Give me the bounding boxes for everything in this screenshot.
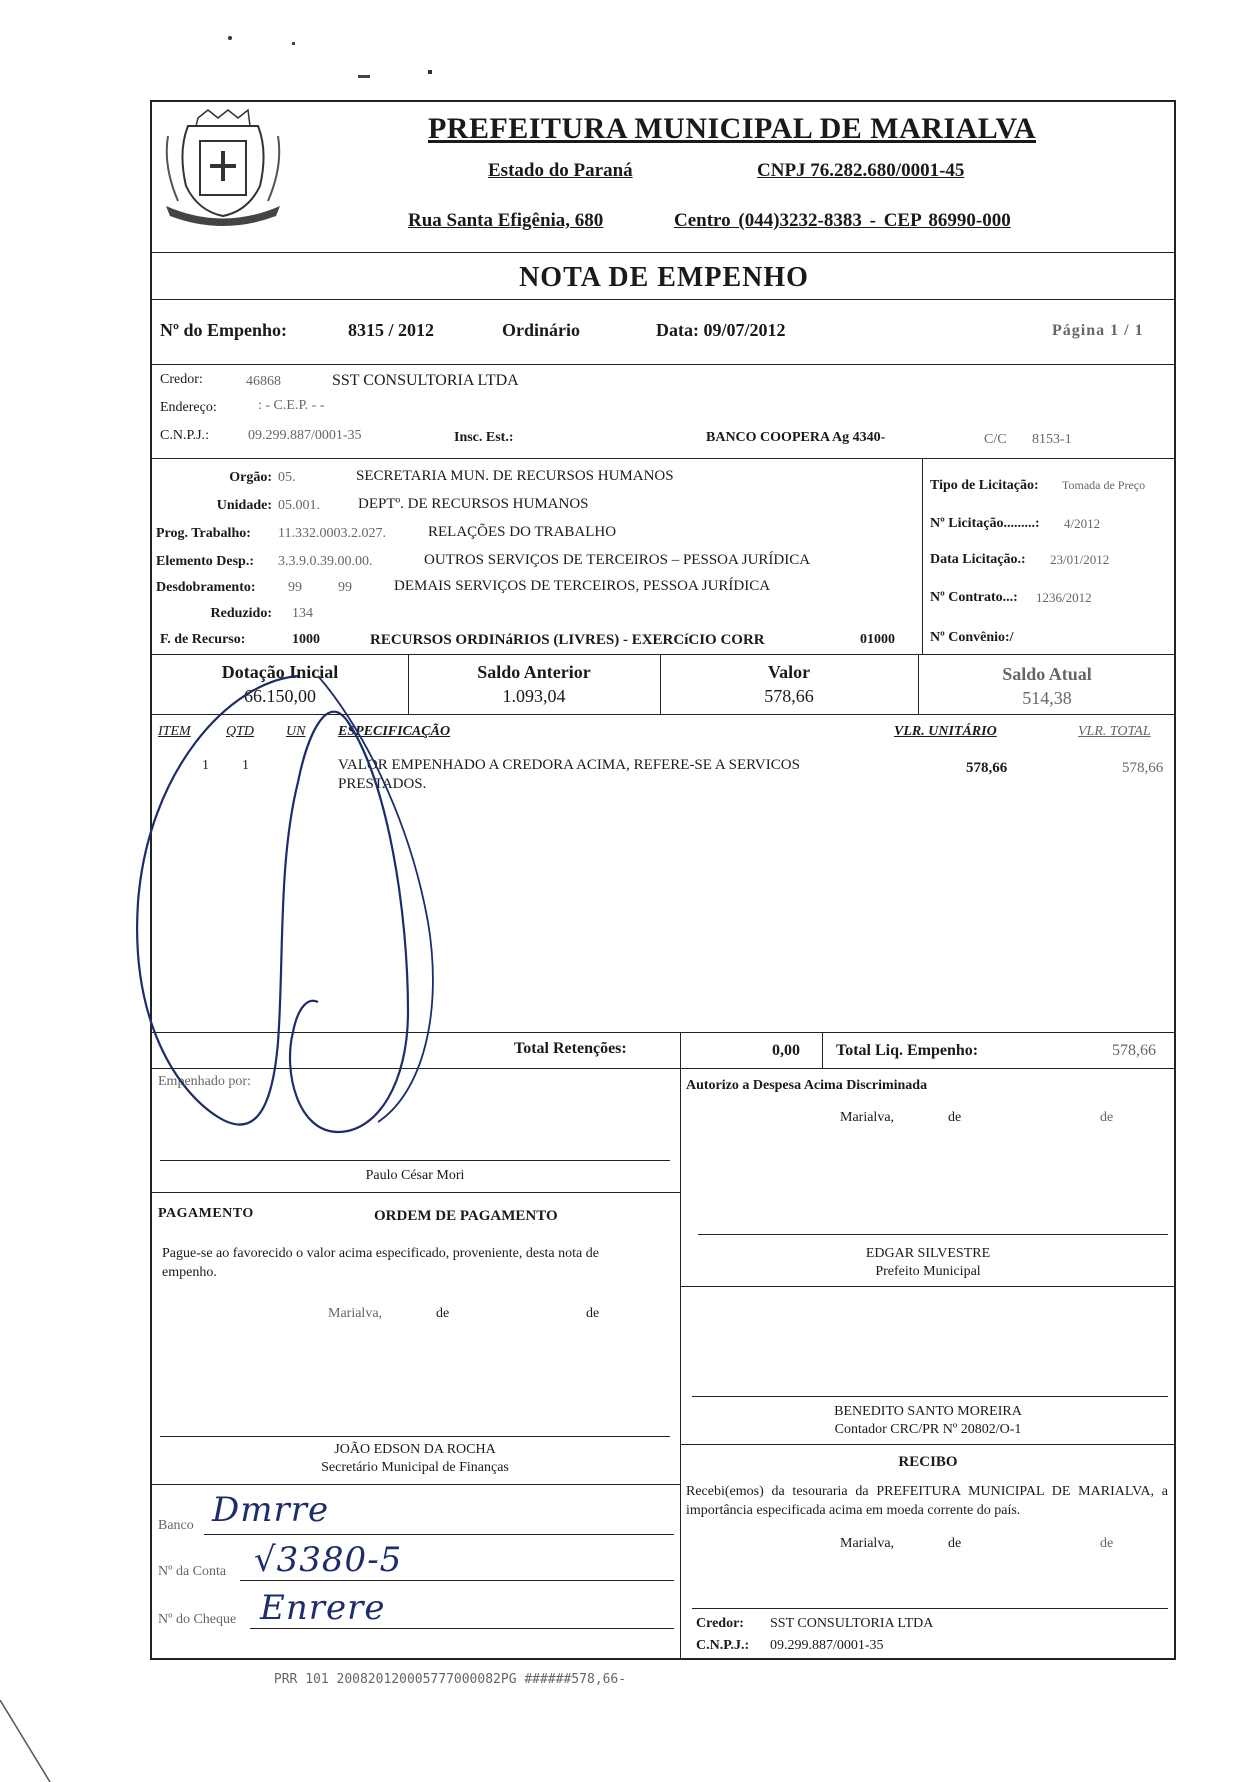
desdobramento-code2: 99 bbox=[338, 580, 352, 595]
fonte-code: 1000 bbox=[292, 632, 320, 647]
valor-value: 578,66 bbox=[764, 686, 814, 706]
orgao-label: Orgão: bbox=[229, 470, 272, 485]
banco-handwriting: Dmrre bbox=[212, 1490, 330, 1530]
saldo-anterior-value: 1.093,04 bbox=[502, 686, 566, 706]
autorizo-de2: de bbox=[1100, 1110, 1114, 1125]
state-name: Estado do Paraná bbox=[488, 160, 633, 181]
total-retencoes-value: 0,00 bbox=[772, 1042, 800, 1059]
dotacao-inicial-label: Dotação Inicial bbox=[221, 662, 339, 682]
row-description: VALOR EMPENHADO A CREDORA ACIMA, REFERE-SE A SERVICOS PRESTADOS. bbox=[338, 757, 800, 792]
orgao-name: SECRETARIA MUN. DE RECURSOS HUMANOS bbox=[356, 468, 674, 484]
empenho-date: Data: 09/07/2012 bbox=[656, 320, 786, 340]
page-title: PREFEITURA MUNICIPAL DE MARIALVA bbox=[427, 112, 1037, 145]
pagamento-city: Marialva, bbox=[328, 1306, 383, 1321]
pagamento-de2: de bbox=[586, 1306, 600, 1321]
col-qtd: QTD bbox=[226, 724, 255, 739]
convenio-label: Nº Convênio:/ bbox=[930, 630, 1014, 645]
recibo-city: Marialva, bbox=[840, 1536, 895, 1551]
endereco-value: : - C.E.P. - - bbox=[258, 398, 325, 413]
tipo-licitacao-label: Tipo de Licitação: bbox=[930, 478, 1039, 493]
autorizo-city: Marialva, bbox=[840, 1110, 895, 1125]
signature-scribble bbox=[108, 662, 488, 1182]
row-item: 1 bbox=[202, 758, 209, 773]
ordem-pagamento-title: ORDEM DE PAGAMENTO bbox=[374, 1208, 558, 1224]
col-vlr-unitario: VLR. UNITÁRIO bbox=[894, 724, 997, 739]
stray-mark bbox=[428, 70, 432, 74]
prog-code: 11.332.0003.2.027. bbox=[278, 526, 386, 541]
num-licitacao-value: 4/2012 bbox=[1064, 516, 1101, 531]
elemento-code: 3.3.9.0.39.00.00. bbox=[278, 554, 373, 569]
elemento-name: OUTROS SERVIÇOS DE TERCEIROS – PESSOA JURÍDICA bbox=[424, 552, 811, 568]
empenho-type: Ordinário bbox=[502, 320, 581, 340]
recibo-credor-value: SST CONSULTORIA LTDA bbox=[770, 1616, 934, 1631]
prog-label: Prog. Trabalho: bbox=[156, 526, 251, 541]
total-retencoes-label: Total Retenções: bbox=[514, 1040, 627, 1057]
contador-name: BENEDITO SANTO MOREIRA bbox=[834, 1404, 1022, 1419]
reduzido-label: Reduzido: bbox=[210, 606, 272, 621]
autorizo-de1: de bbox=[948, 1110, 962, 1125]
header-district-phone: Centro (044)3232-8383 - CEP 86990-000 bbox=[674, 210, 1011, 231]
header-cnpj: CNPJ 76.282.680/0001-45 bbox=[757, 160, 965, 181]
conta-label: Nº da Conta bbox=[158, 1564, 227, 1579]
recibo-de2: de bbox=[1100, 1536, 1114, 1551]
stray-mark bbox=[228, 36, 232, 40]
empenhado-label: Empenhado por: bbox=[158, 1074, 251, 1089]
col-especificacao: ESPECIFICAÇÃO bbox=[338, 724, 451, 739]
tipo-licitacao-value: Tomada de Preço bbox=[1062, 478, 1146, 492]
fonte-label: F. de Recurso: bbox=[160, 632, 246, 647]
conta-handwriting: √3380-5 bbox=[254, 1540, 403, 1580]
contador-role: Contador CRC/PR Nº 20802/O-1 bbox=[834, 1422, 1022, 1437]
endereco-label: Endereço: bbox=[160, 400, 217, 415]
total-liq-label: Total Liq. Empenho: bbox=[836, 1042, 979, 1059]
autorizo-text: Autorizo a Despesa Acima Discriminada bbox=[686, 1078, 928, 1093]
row-vlr-unitario: 578,66 bbox=[966, 760, 1008, 776]
num-licitacao-label: Nº Licitação.........: bbox=[930, 516, 1040, 531]
unidade-code: 05.001. bbox=[278, 498, 320, 513]
pagamento-label: PAGAMENTO bbox=[158, 1206, 254, 1221]
data-licitacao-value: 23/01/2012 bbox=[1050, 552, 1110, 567]
document-title: NOTA DE EMPENHO bbox=[519, 262, 809, 293]
prefeito-role: Prefeito Municipal bbox=[875, 1264, 981, 1279]
pagamento-text: Pague-se ao favorecido o valor acima especificado, proveniente, desta nota de empenho. bbox=[162, 1246, 599, 1280]
col-item: ITEM bbox=[158, 724, 191, 739]
insc-est-label: Insc. Est.: bbox=[454, 430, 514, 445]
desdobramento-code1: 99 bbox=[288, 580, 302, 595]
stray-mark bbox=[358, 75, 370, 78]
reduzido-value: 134 bbox=[292, 606, 313, 621]
credor-name: SST CONSULTORIA LTDA bbox=[332, 372, 519, 389]
row-vlr-total: 578,66 bbox=[1122, 760, 1164, 776]
banco-label: Banco bbox=[158, 1518, 194, 1533]
recibo-title: RECIBO bbox=[898, 1454, 958, 1470]
col-vlr-total: VLR. TOTAL bbox=[1078, 724, 1151, 739]
credor-label: Credor: bbox=[160, 372, 203, 387]
page-number: Página 1 / 1 bbox=[1052, 322, 1144, 339]
desdobramento-label: Desdobramento: bbox=[156, 580, 256, 595]
empenho-number: 8315 / 2012 bbox=[348, 320, 435, 340]
bank-info: BANCO COOPERA Ag 4340- bbox=[706, 430, 886, 445]
orgao-code: 05. bbox=[278, 470, 296, 485]
row-qtd: 1 bbox=[242, 758, 249, 773]
elemento-label: Elemento Desp.: bbox=[156, 554, 254, 569]
credor-code: 46868 bbox=[246, 374, 281, 389]
pagamento-de1: de bbox=[436, 1306, 450, 1321]
prefeito-name: EDGAR SILVESTRE bbox=[865, 1246, 991, 1261]
total-liq-value: 578,66 bbox=[1112, 1042, 1156, 1059]
valor-label: Valor bbox=[767, 662, 811, 682]
cc-label: C/C bbox=[984, 432, 1007, 447]
col-un: UN bbox=[286, 724, 306, 739]
recibo-cnpj-value: 09.299.887/0001-35 bbox=[770, 1638, 884, 1653]
unidade-label: Unidade: bbox=[216, 498, 272, 513]
unidade-name: DEPTº. DE RECURSOS HUMANOS bbox=[358, 496, 589, 512]
desdobramento-name: DEMAIS SERVIÇOS DE TERCEIROS, PESSOA JURÍDICA bbox=[394, 578, 771, 594]
corner-mark bbox=[0, 1700, 60, 1782]
nota-de-empenho-form bbox=[150, 100, 1176, 1660]
recibo-text: Recebi(emos) da tesouraria da PREFEITURA MUNICIPAL DE MARIALVA, a importância especificada acima em moeda corrente do país. bbox=[686, 1484, 1168, 1518]
cnpj-value: 09.299.887/0001-35 bbox=[248, 428, 362, 443]
header-address: Rua Santa Efigênia, 680 bbox=[408, 210, 604, 231]
contrato-value: 1236/2012 bbox=[1036, 590, 1092, 605]
cc-value: 8153-1 bbox=[1032, 432, 1072, 447]
secretario-name: JOÃO EDSON DA ROCHA bbox=[334, 1442, 496, 1457]
fonte-suffix: 01000 bbox=[860, 632, 895, 647]
recibo-cnpj-label: C.N.P.J.: bbox=[696, 1638, 750, 1653]
empenhado-name: Paulo César Mori bbox=[365, 1168, 465, 1183]
recibo-de1: de bbox=[948, 1536, 962, 1551]
fonte-name: RECURSOS ORDINáRIOS (LIVRES) - EXERCíCIO CORR bbox=[370, 632, 765, 648]
city-crest-icon bbox=[158, 106, 288, 226]
footer-code: PRR 101 200820120005777000082PG ######578,66- bbox=[273, 1672, 627, 1687]
dotacao-inicial-value: 66.150,00 bbox=[244, 686, 316, 706]
stray-mark bbox=[292, 42, 295, 45]
cheque-label: Nº do Cheque bbox=[158, 1612, 237, 1627]
empenho-label: Nº do Empenho: bbox=[160, 320, 287, 340]
prog-name: RELAÇÕES DO TRABALHO bbox=[428, 524, 617, 540]
cheque-handwriting: Enrere bbox=[260, 1588, 386, 1628]
saldo-atual-label: Saldo Atual bbox=[1002, 664, 1092, 684]
cnpj-label: C.N.P.J.: bbox=[160, 428, 210, 443]
data-licitacao-label: Data Licitação.: bbox=[930, 552, 1026, 567]
contrato-label: Nº Contrato...: bbox=[930, 590, 1018, 605]
recibo-credor-label: Credor: bbox=[696, 1616, 744, 1631]
saldo-anterior-label: Saldo Anterior bbox=[477, 662, 591, 682]
saldo-atual-value: 514,38 bbox=[1022, 688, 1072, 708]
secretario-role: Secretário Municipal de Finanças bbox=[321, 1460, 509, 1475]
